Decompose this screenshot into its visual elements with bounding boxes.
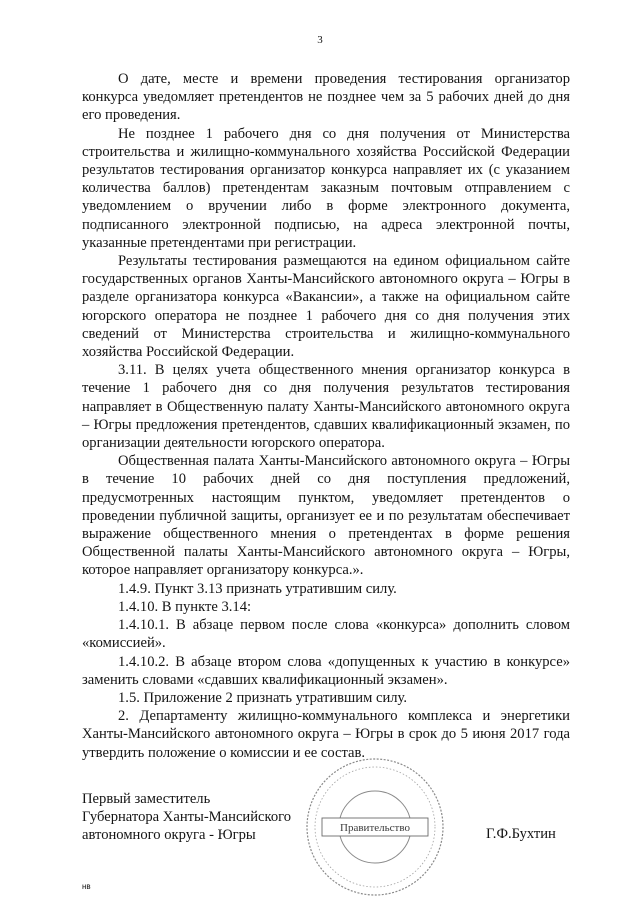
paragraph: 2. Департаменту жилищно-коммунального комплекса и энергетики Ханты-Мансийского автономного округа – Югры в срок до 5 июня 2017 года утвердить положение о комиссии и ее состав. (82, 708, 570, 761)
signer-position-line: Первый заместитель (82, 791, 211, 807)
seal-text: Правительство (340, 822, 410, 834)
official-seal (300, 752, 450, 902)
paragraph: 1.4.10.2. В абзаце втором слова «допущенных к участию в конкурсе» заменить словами «сдавших квалификационный экзамен». (82, 653, 570, 688)
paragraph: Не позднее 1 рабочего дня со дня получения от Министерства строительства и жилищно-коммунального хозяйства Российской Федерации результатов тестирования организатор конкурса направляет их (с указанием количества баллов) претендентам заказным почтовым отправлением с уведомлением о вручении либо в форме электронного документа, подписанного электронной подписью, на адреса электронной почты, указанные претендентами при регистрации. (82, 125, 570, 251)
signer-name: Г.Ф.Бухтин (486, 826, 556, 842)
executor-initials: нв (82, 882, 91, 891)
signer-position-line: Губернатора Ханты-Мансийского (82, 809, 292, 826)
paragraph: Общественная палата Ханты-Мансийского автономного округа – Югры в течение 10 рабочих дней со дня поступления предложений, предусмотренных настоящим пунктом, уведомляет претендентов о проведении публичной защиты, организует ее и по результатам обеспечивает выражение общественного мнения о претендентах в форме решения Общественной палаты Ханты-Мансийского автономного округа – Югры, которое направляет организатору конкурса.». (82, 453, 570, 579)
document-body (82, 70, 570, 762)
paragraph: Результаты тестирования размещаются на едином официальном сайте государственных органов Ханты-Мансийского автономного округа – Югры в разделе организатора конкурса «Вакансии», а также на официальном сайте югорского оператора не позднее 1 рабочего дня со дня получения этих сведений от Министерства строительства и жилищно-коммунального хозяйства Российской Федерации. (82, 253, 570, 361)
paragraph: 1.4.9. Пункт 3.13 признать утратившим силу. (118, 580, 397, 597)
paragraph: О дате, месте и времени проведения тестирования организатор конкурса уведомляет претендентов не позднее чем за 5 рабочих дней до дня его проведения. (82, 71, 570, 124)
signature-title (82, 790, 291, 845)
page-number: 3 (317, 34, 323, 46)
signer-position-line: автономного округа - Югры (82, 827, 256, 844)
paragraph: 3.11. В целях учета общественного мнения организатор конкурса в течение 1 рабочего дня со дня получения результатов тестирования направляет в Общественную палату Ханты-Мансийского автономного округа – Югры предложения претендентов, сдавших квалификационный экзамен, по организации деятельности югорского оператора. (82, 362, 570, 452)
paragraph: 1.4.10.1. В абзаце первом после слова «конкурса» дополнить словом «комиссией». (82, 617, 570, 652)
paragraph: 1.5. Приложение 2 признать утратившим силу. (118, 689, 408, 706)
paragraph: 1.4.10. В пункте 3.14: (118, 598, 252, 615)
